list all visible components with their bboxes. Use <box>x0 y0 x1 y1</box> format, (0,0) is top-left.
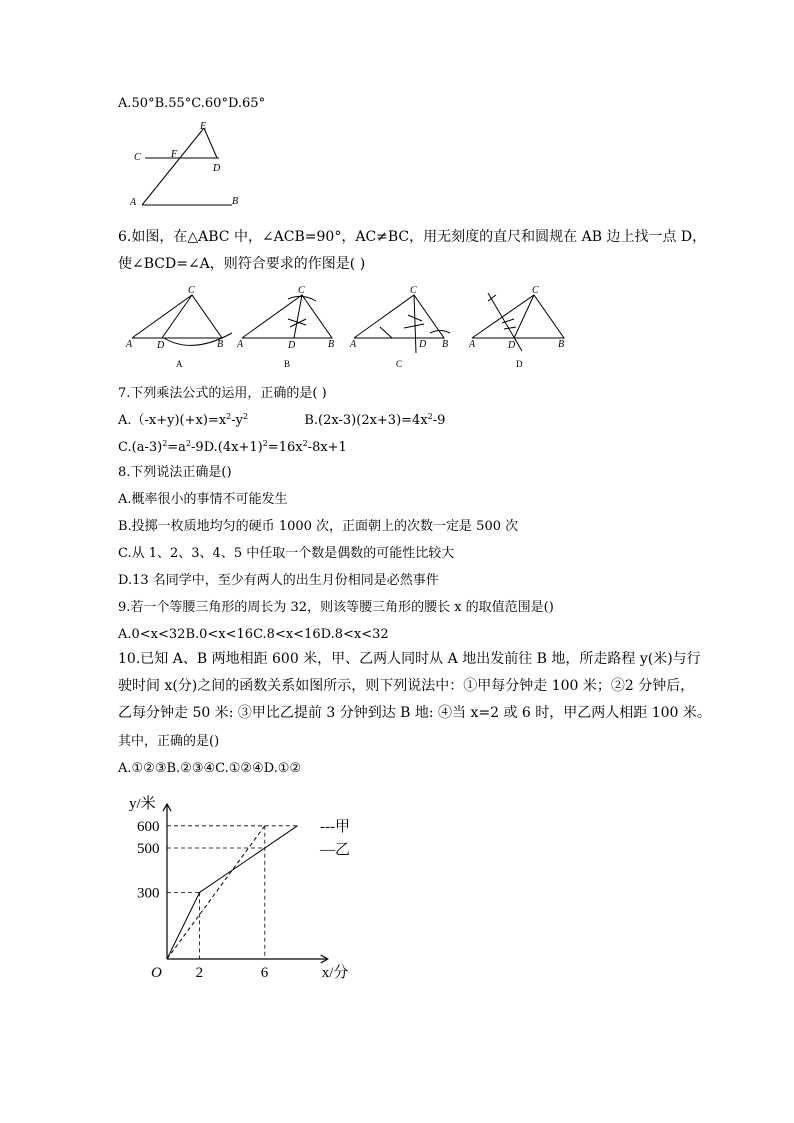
y-tick-label-600: 600 <box>137 818 160 835</box>
q7-options-cd: $C.(a-3)^2=a^2-9D.(4x+1)^2=16x^2-8x+1$ <box>118 439 347 455</box>
q6-figure-b <box>242 295 332 338</box>
label-c: C <box>134 152 141 163</box>
q6b-caption: B <box>284 359 291 369</box>
q6-line2: 使∠BCD=∠A，则符合要求的作图是( ) <box>118 256 366 272</box>
label-f: F <box>171 149 178 160</box>
q6c-label-a: A <box>350 339 357 350</box>
q10-line1: 10.已知 A、B 两地相距 600 米，甲、乙两人同时从 A 地出发前往 B 地，所走路程 y(米)与行 <box>118 651 701 667</box>
q9-options: A.0<x<32B.0<x<16C.8<x<16D.8<x<32 <box>118 627 389 642</box>
line-ae <box>142 128 204 205</box>
label-a: A <box>130 197 137 208</box>
q6-line1: 6.如图，在△ABC 中，∠ACB=90°，AC≠BC，用无刻度的直尺和圆规在 AB 边上找一点 D， <box>118 229 707 245</box>
q7-stem: 7.下列乘法公式的运用，正确的是( ) <box>118 386 327 401</box>
q6c-label-c: C <box>410 285 417 296</box>
q10-options: A.①②③B.②③④C.①②④D.①② <box>118 761 302 776</box>
q8-option-b: B.投掷一枚质地均匀的硬币 1000 次，正面朝上的次数一定是 500 次 <box>118 519 519 534</box>
q6d-label-d: D <box>508 340 516 351</box>
q9-stem: 9.若一个等腰三角形的周长为 32，则该等腰三角形的腰长 x 的取值范围是() <box>118 600 554 615</box>
q6-figure-d <box>472 293 564 351</box>
q5-figure <box>120 118 260 213</box>
q6c-label-b: B <box>442 339 449 350</box>
q7-options-ab: $A.(-x+y)(+x)=x^2-y^2$ $B.(2x-3)(2x+3)=4x^2-9$ <box>118 412 446 428</box>
q8-option-d: D.13 名同学中，至少有两人的出生月份相同是必然事件 <box>118 573 439 588</box>
label-d: D <box>213 163 221 174</box>
q6b-label-c: C <box>298 285 305 296</box>
q6c-caption: C <box>396 359 403 369</box>
q8-option-c: C.从 1、2、3、4、5 中任取一个数是偶数的可能性比较大 <box>118 546 455 561</box>
q6a-caption: A <box>176 359 183 369</box>
q6-figure-c <box>354 295 450 353</box>
x-tick-label-2: 2 <box>195 965 204 981</box>
q10-line4: 其中，正确的是() <box>118 734 220 749</box>
line-ed <box>204 128 217 158</box>
q6a-label-b: B <box>217 339 224 350</box>
legend-item-甲: ---甲 <box>320 819 350 835</box>
q6a-label-d: D <box>157 340 165 351</box>
q6d-label-a: A <box>469 339 476 350</box>
label-b: B <box>232 196 239 207</box>
q5-options: A.50°B.55°C.60°D.65° <box>118 96 266 111</box>
legend-item-乙: —乙 <box>320 842 351 858</box>
q6d-label-b: B <box>558 339 565 350</box>
y-axis-label: y/米 <box>129 796 156 813</box>
q6d-caption: D <box>516 359 523 369</box>
q6-figures <box>122 283 592 373</box>
q10-line2: 驶时间 x(分)之间的函数关系如图所示，则下列说法中：①甲每分钟走 100 米；②2 分钟后， <box>118 678 695 694</box>
q6-figure-a <box>132 295 232 345</box>
q6b-label-b: B <box>328 339 335 350</box>
q8-stem: 8.下列说法正确是() <box>118 465 232 480</box>
q8-option-a: A.概率很小的事情不可能发生 <box>118 492 288 507</box>
q6b-label-a: A <box>237 339 244 350</box>
q6b-label-d: D <box>288 340 296 351</box>
q6c-label-d: D <box>419 339 427 350</box>
y-tick-label-500: 500 <box>137 841 160 857</box>
x-tick-label-6: 6 <box>260 965 269 981</box>
y-tick-label-300: 300 <box>137 885 160 902</box>
q6a-label-c: C <box>188 285 195 296</box>
x-axis-label: x/分 <box>321 965 349 981</box>
q6a-label-a: A <box>126 339 133 350</box>
series-line-乙 <box>167 826 297 959</box>
q10-chart <box>120 785 380 990</box>
label-e: E <box>200 121 207 132</box>
q10-line3: 乙每分钟走 50 米: ③甲比乙提前 3 分钟到达 B 地: ④当 x=2 或 6 时，甲乙两人相距 100 米。 <box>118 705 711 721</box>
origin-label: O <box>151 965 162 981</box>
q6d-label-c: C <box>532 285 539 296</box>
